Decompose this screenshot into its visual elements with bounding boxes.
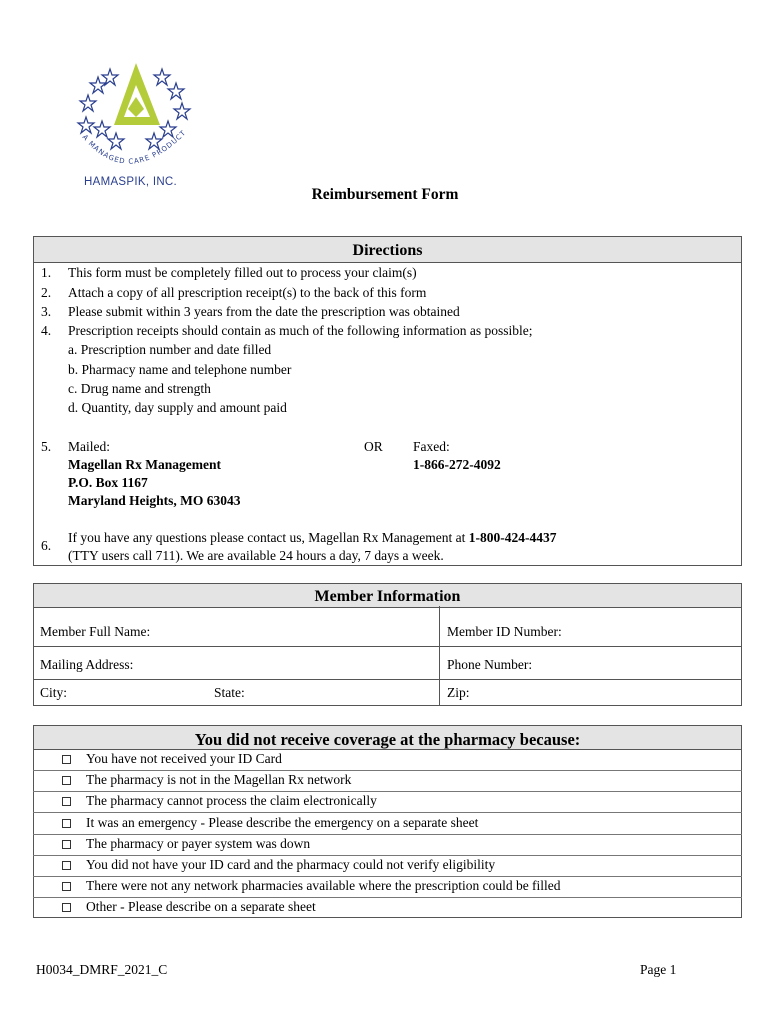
direction-text: Please submit within 3 years from the date the prescription was obtained xyxy=(68,304,460,319)
or-label: OR xyxy=(364,439,383,454)
reason-checkbox[interactable] xyxy=(62,861,71,870)
member-column-divider xyxy=(439,606,440,706)
reason-checkbox[interactable] xyxy=(62,882,71,891)
direction-text: This form must be completely filled out to process your claim(s) xyxy=(68,265,417,280)
mail-address-line: P.O. Box 1167 xyxy=(68,475,148,490)
mail-address-line: Magellan Rx Management xyxy=(68,457,221,472)
reason-checkbox[interactable] xyxy=(62,797,71,806)
direction-number: 5. xyxy=(41,439,52,454)
direction-number: 4. xyxy=(41,323,52,338)
logo-ring-text: A MANAGED CARE PRODUCT xyxy=(80,128,188,166)
reason-separator xyxy=(33,897,742,898)
reason-label: There were not any network pharmacies available where the prescription could be filled xyxy=(86,878,561,893)
direction-text: Prescription receipts should contain as much of the following information as possible; xyxy=(68,323,533,338)
member-id-field[interactable]: Member ID Number: xyxy=(447,624,562,639)
reason-label: The pharmacy or payer system was down xyxy=(86,836,311,851)
company-name: HAMASPIK, INC. xyxy=(84,176,178,188)
reason-label: The pharmacy cannot process the claim electronically xyxy=(86,793,377,808)
directions-header: Directions xyxy=(34,237,741,263)
coverage-reasons-header: You did not receive coverage at the pharmacy because: xyxy=(34,726,741,750)
mailed-label: Mailed: xyxy=(68,439,110,454)
state-field[interactable]: State: xyxy=(214,685,245,700)
page-number: Page 1 xyxy=(640,962,677,977)
member-row-divider xyxy=(33,646,742,680)
contact-phone: 1-800-424-4437 xyxy=(468,530,557,545)
reason-separator xyxy=(33,770,742,771)
reason-checkbox[interactable] xyxy=(62,776,71,785)
reason-separator xyxy=(33,876,742,877)
form-code: H0034_DMRF_2021_C xyxy=(36,962,168,977)
direction-number: 2. xyxy=(41,285,52,300)
contact-text-before: If you have any questions please contact us, Magellan Rx Management at xyxy=(68,530,469,545)
reason-checkbox[interactable] xyxy=(62,755,71,764)
direction-number: 1. xyxy=(41,265,52,280)
reason-separator xyxy=(33,855,742,856)
receipt-info-item: d. Quantity, day supply and amount paid xyxy=(68,400,287,415)
receipt-info-item: c. Drug name and strength xyxy=(68,381,211,396)
reason-label: Other - Please describe on a separate sheet xyxy=(86,899,316,914)
reason-separator xyxy=(33,791,742,792)
reason-label: The pharmacy is not in the Magellan Rx network xyxy=(86,772,352,787)
member-full-name-field[interactable]: Member Full Name: xyxy=(40,624,151,639)
zip-field[interactable]: Zip: xyxy=(447,685,470,700)
reason-separator xyxy=(33,834,742,835)
reason-label: You did not have your ID card and the pharmacy could not verify eligibility xyxy=(86,857,496,872)
reason-checkbox[interactable] xyxy=(62,903,71,912)
reason-label: You have not received your ID Card xyxy=(86,751,282,766)
fax-number: 1-866-272-4092 xyxy=(413,457,501,472)
member-info-header: Member Information xyxy=(34,584,741,608)
reason-label: It was an emergency - Please describe the emergency on a separate sheet xyxy=(86,815,479,830)
direction-number: 6. xyxy=(41,538,52,553)
direction-text: Attach a copy of all prescription receipt(s) to the back of this form xyxy=(68,285,427,300)
city-field[interactable]: City: xyxy=(40,685,68,700)
mail-address-line: Maryland Heights, MO 63043 xyxy=(68,493,241,508)
reason-checkbox[interactable] xyxy=(62,819,71,828)
contact-text xyxy=(68,530,557,546)
receipt-info-item: b. Pharmacy name and telephone number xyxy=(68,362,292,377)
phone-number-field[interactable]: Phone Number: xyxy=(447,657,533,672)
direction-number: 3. xyxy=(41,304,52,319)
reason-checkbox[interactable] xyxy=(62,840,71,849)
faxed-label: Faxed: xyxy=(413,439,450,454)
reason-separator xyxy=(33,812,742,813)
form-title: Reimbursement Form xyxy=(311,186,459,203)
receipt-info-item: a. Prescription number and date filled xyxy=(68,342,272,357)
mailing-address-field[interactable]: Mailing Address: xyxy=(40,657,134,672)
contact-text-line2: (TTY users call 711). We are available 24 hours a day, 7 days a week. xyxy=(68,548,444,563)
hamaspik-logo-icon xyxy=(70,55,200,195)
